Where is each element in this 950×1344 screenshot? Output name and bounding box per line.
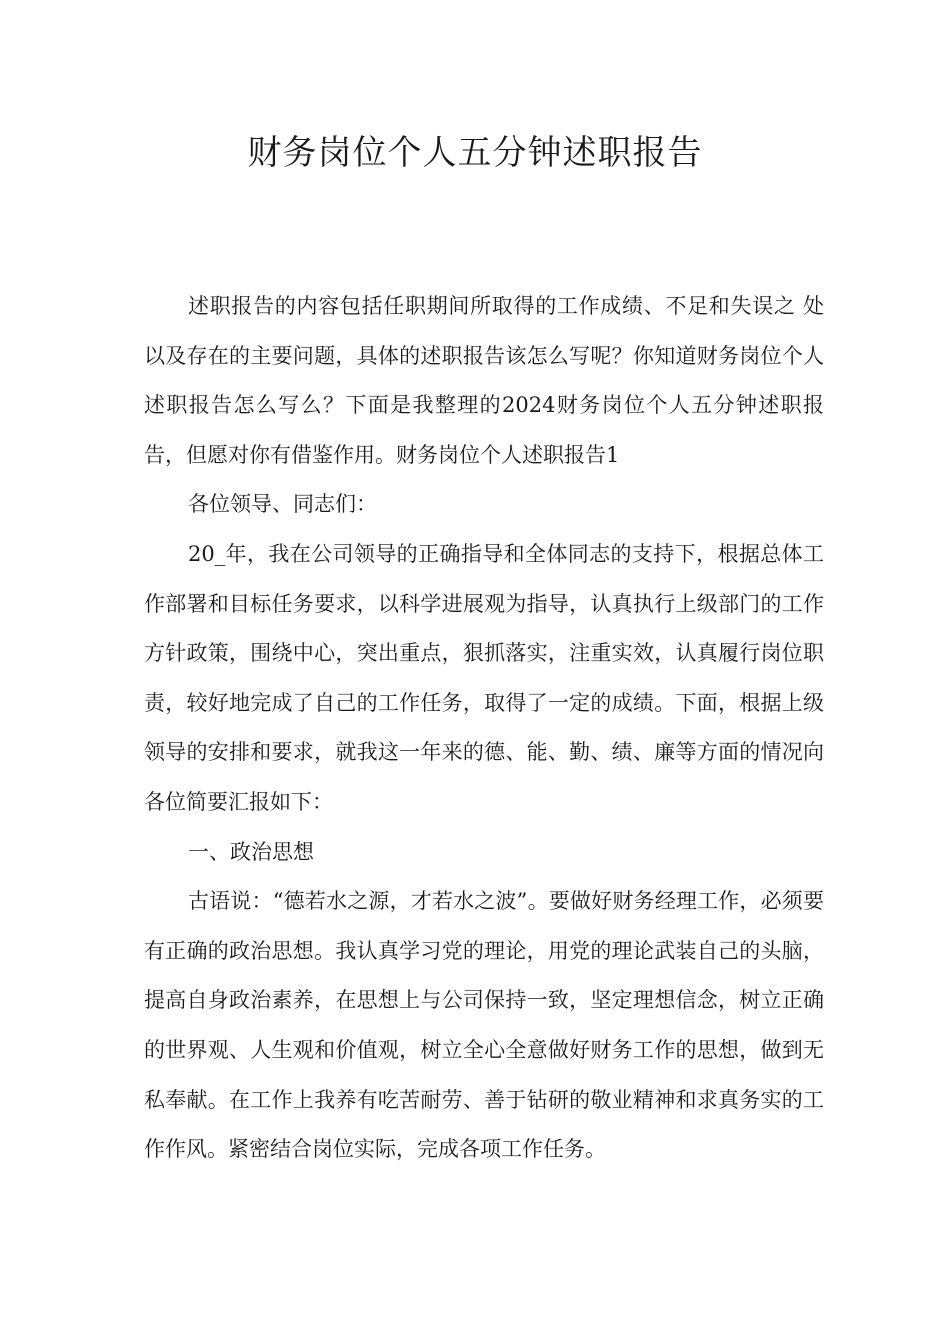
document-body — [144, 282, 824, 1175]
paragraph-political-thought: 古语说：“德若水之源，才若水之波”。要做好财务经理工作，必须要有正确的政治思想。我认真学习党的理论，用党的理论武装自己的头脑，提高自身政治素养，在思想上与公司保持一致，坚定理想信念，树立正确的世界观、人生观和价值观，树立全心全意做好财务工作的思想，做到无私奉献。在工作上我养有吃苦耐劳、善于钻研的敬业精神和求真务实的工作作风。紧密结合岗位实际，完成各项工作任务。 — [144, 889, 824, 1162]
document-title: 财务岗位个人五分钟述职报告 — [247, 133, 703, 173]
paragraph-intro: 述职报告的内容包括任职期间所取得的工作成绩、不足和失误之 处以及存在的主要问题，具体的述职报告该怎么写呢？你知道财务岗位个人述职报告怎么写么？下面是我整理的2024财务岗位个人五分钟述职报告，但愿对你有借鉴作用。财务岗位个人述职报告1 — [144, 294, 824, 467]
section-heading-political-thought: 一、政治思想 — [188, 839, 314, 864]
paragraph-summary: 20_年，我在公司领导的正确指导和全体同志的支持下，根据总体工作部署和目标任务要求，以科学进展观为指导，认真执行上级部门的工作方针政策，围绕中心，突出重点，狠抓落实，注重实效，认真履行岗位职责，较好地完成了自己的工作任务，取得了一定的成绩。下面，根据上级领导的安排和要求，就我这一年来的德、能、勤、绩、廉等方面的情况向各位简要汇报如下： — [144, 541, 824, 814]
paragraph-salutation: 各位领导、同志们： — [188, 492, 377, 517]
